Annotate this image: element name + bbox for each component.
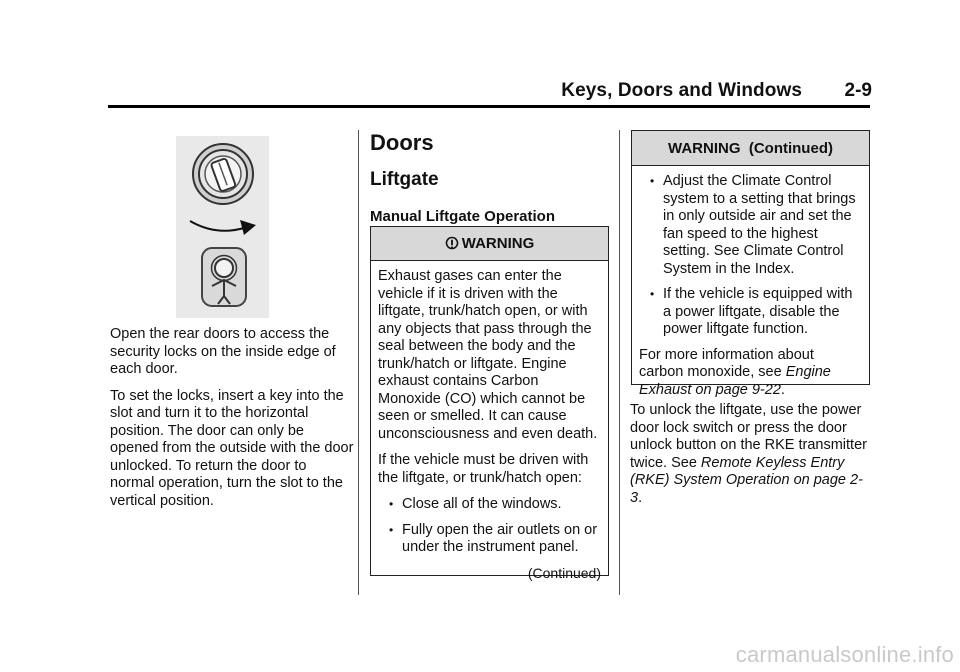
child-lock-icon <box>202 248 246 306</box>
bullet-dot-icon: • <box>389 522 394 537</box>
bullet-dot-icon: • <box>389 497 394 511</box>
header-rule <box>108 105 870 108</box>
column-1 <box>110 326 354 519</box>
watermark: carmanualsonline.info <box>735 642 954 667</box>
column-3 <box>630 402 870 516</box>
warning-box <box>370 226 609 581</box>
warning-title: WARNING <box>461 235 535 252</box>
bullet-dot-icon: • <box>650 287 655 301</box>
heading-liftgate: Liftgate <box>370 169 439 190</box>
security-lock-illustration <box>176 136 269 318</box>
bullet-dot-icon: • <box>650 174 655 188</box>
column-divider-2 <box>619 130 620 595</box>
column-2 <box>370 130 610 226</box>
turn-arrow-icon <box>190 220 256 235</box>
warning-paragraph-1: Exhaust gases can enter the vehicle if it is driven with the liftgate, trunk/hatch open, or with any objects that pass through the seal between the body and the trunk/hatch or liftgate. Engine exhaust contains Carbon Monoxide (CO) which cannot be seen or smelled. It can cause unconsciousness and even death. <box>378 268 598 442</box>
unlock-end: . <box>638 489 643 506</box>
bullet-text: If the vehicle is equipped with a power liftgate, disable the power liftgate function. <box>663 286 853 337</box>
warning-bullet <box>378 496 601 514</box>
warning-bullet <box>378 522 601 557</box>
warning-header <box>371 227 608 261</box>
set-locks-paragraph: To set the locks, insert a key into the slot and turn it to the horizontal position. The door can only be opened from the outside with the door unlocked. To return the door to normal operation, turn the slot to the vertical position. <box>110 387 354 509</box>
security-lock-svg <box>176 136 269 318</box>
header-page-number: 2-9 <box>844 80 872 101</box>
engine-exhaust-reference[interactable]: Engine Exhaust on page 9-22 <box>639 364 831 398</box>
bullet-text: Adjust the Climate Control system to a setting that brings in only outside air and set the fan speed to the highest setting. See Climate Control System in the Index. <box>663 173 856 277</box>
warning-continued-title: WARNING (Continued) <box>668 139 833 157</box>
more-info-end: . <box>780 381 785 398</box>
warning-paragraph-2: If the vehicle must be driven with the liftgate, or trunk/hatch open: <box>378 452 589 486</box>
column-divider-1 <box>358 130 359 595</box>
unlock-text: To unlock the liftgate, use the power door lock switch or press the door unlock button on the RKE transmitter twice. See <box>630 402 867 471</box>
security-locks-paragraph: Open the rear doors to access the security locks on the inside edge of each door. <box>110 326 336 377</box>
warning-continued-header <box>632 131 869 166</box>
warning-continued-box <box>631 130 870 398</box>
continued-label: (Continued) <box>527 564 601 581</box>
bullet-text: Fully open the air outlets on or under the instrument panel. <box>402 521 598 555</box>
header-section-title: Keys, Doors and Windows <box>561 80 802 101</box>
warning-icon <box>445 236 459 251</box>
more-info-text: For more information about carbon monoxide, see <box>639 346 814 380</box>
warning-bullet <box>639 173 862 278</box>
heading-doors: Doors <box>370 130 434 155</box>
rke-reference[interactable]: Remote Keyless Entry (RKE) System Operation on page 2-3 <box>630 454 863 506</box>
heading-manual-liftgate-operation: Manual Liftgate Operation <box>370 208 556 225</box>
bullet-text: Close all of the windows. <box>402 496 562 512</box>
more-info-paragraph <box>639 347 862 400</box>
lock-cylinder-icon <box>193 144 253 204</box>
unlock-liftgate-paragraph <box>630 402 870 507</box>
warning-bullet <box>639 286 862 339</box>
